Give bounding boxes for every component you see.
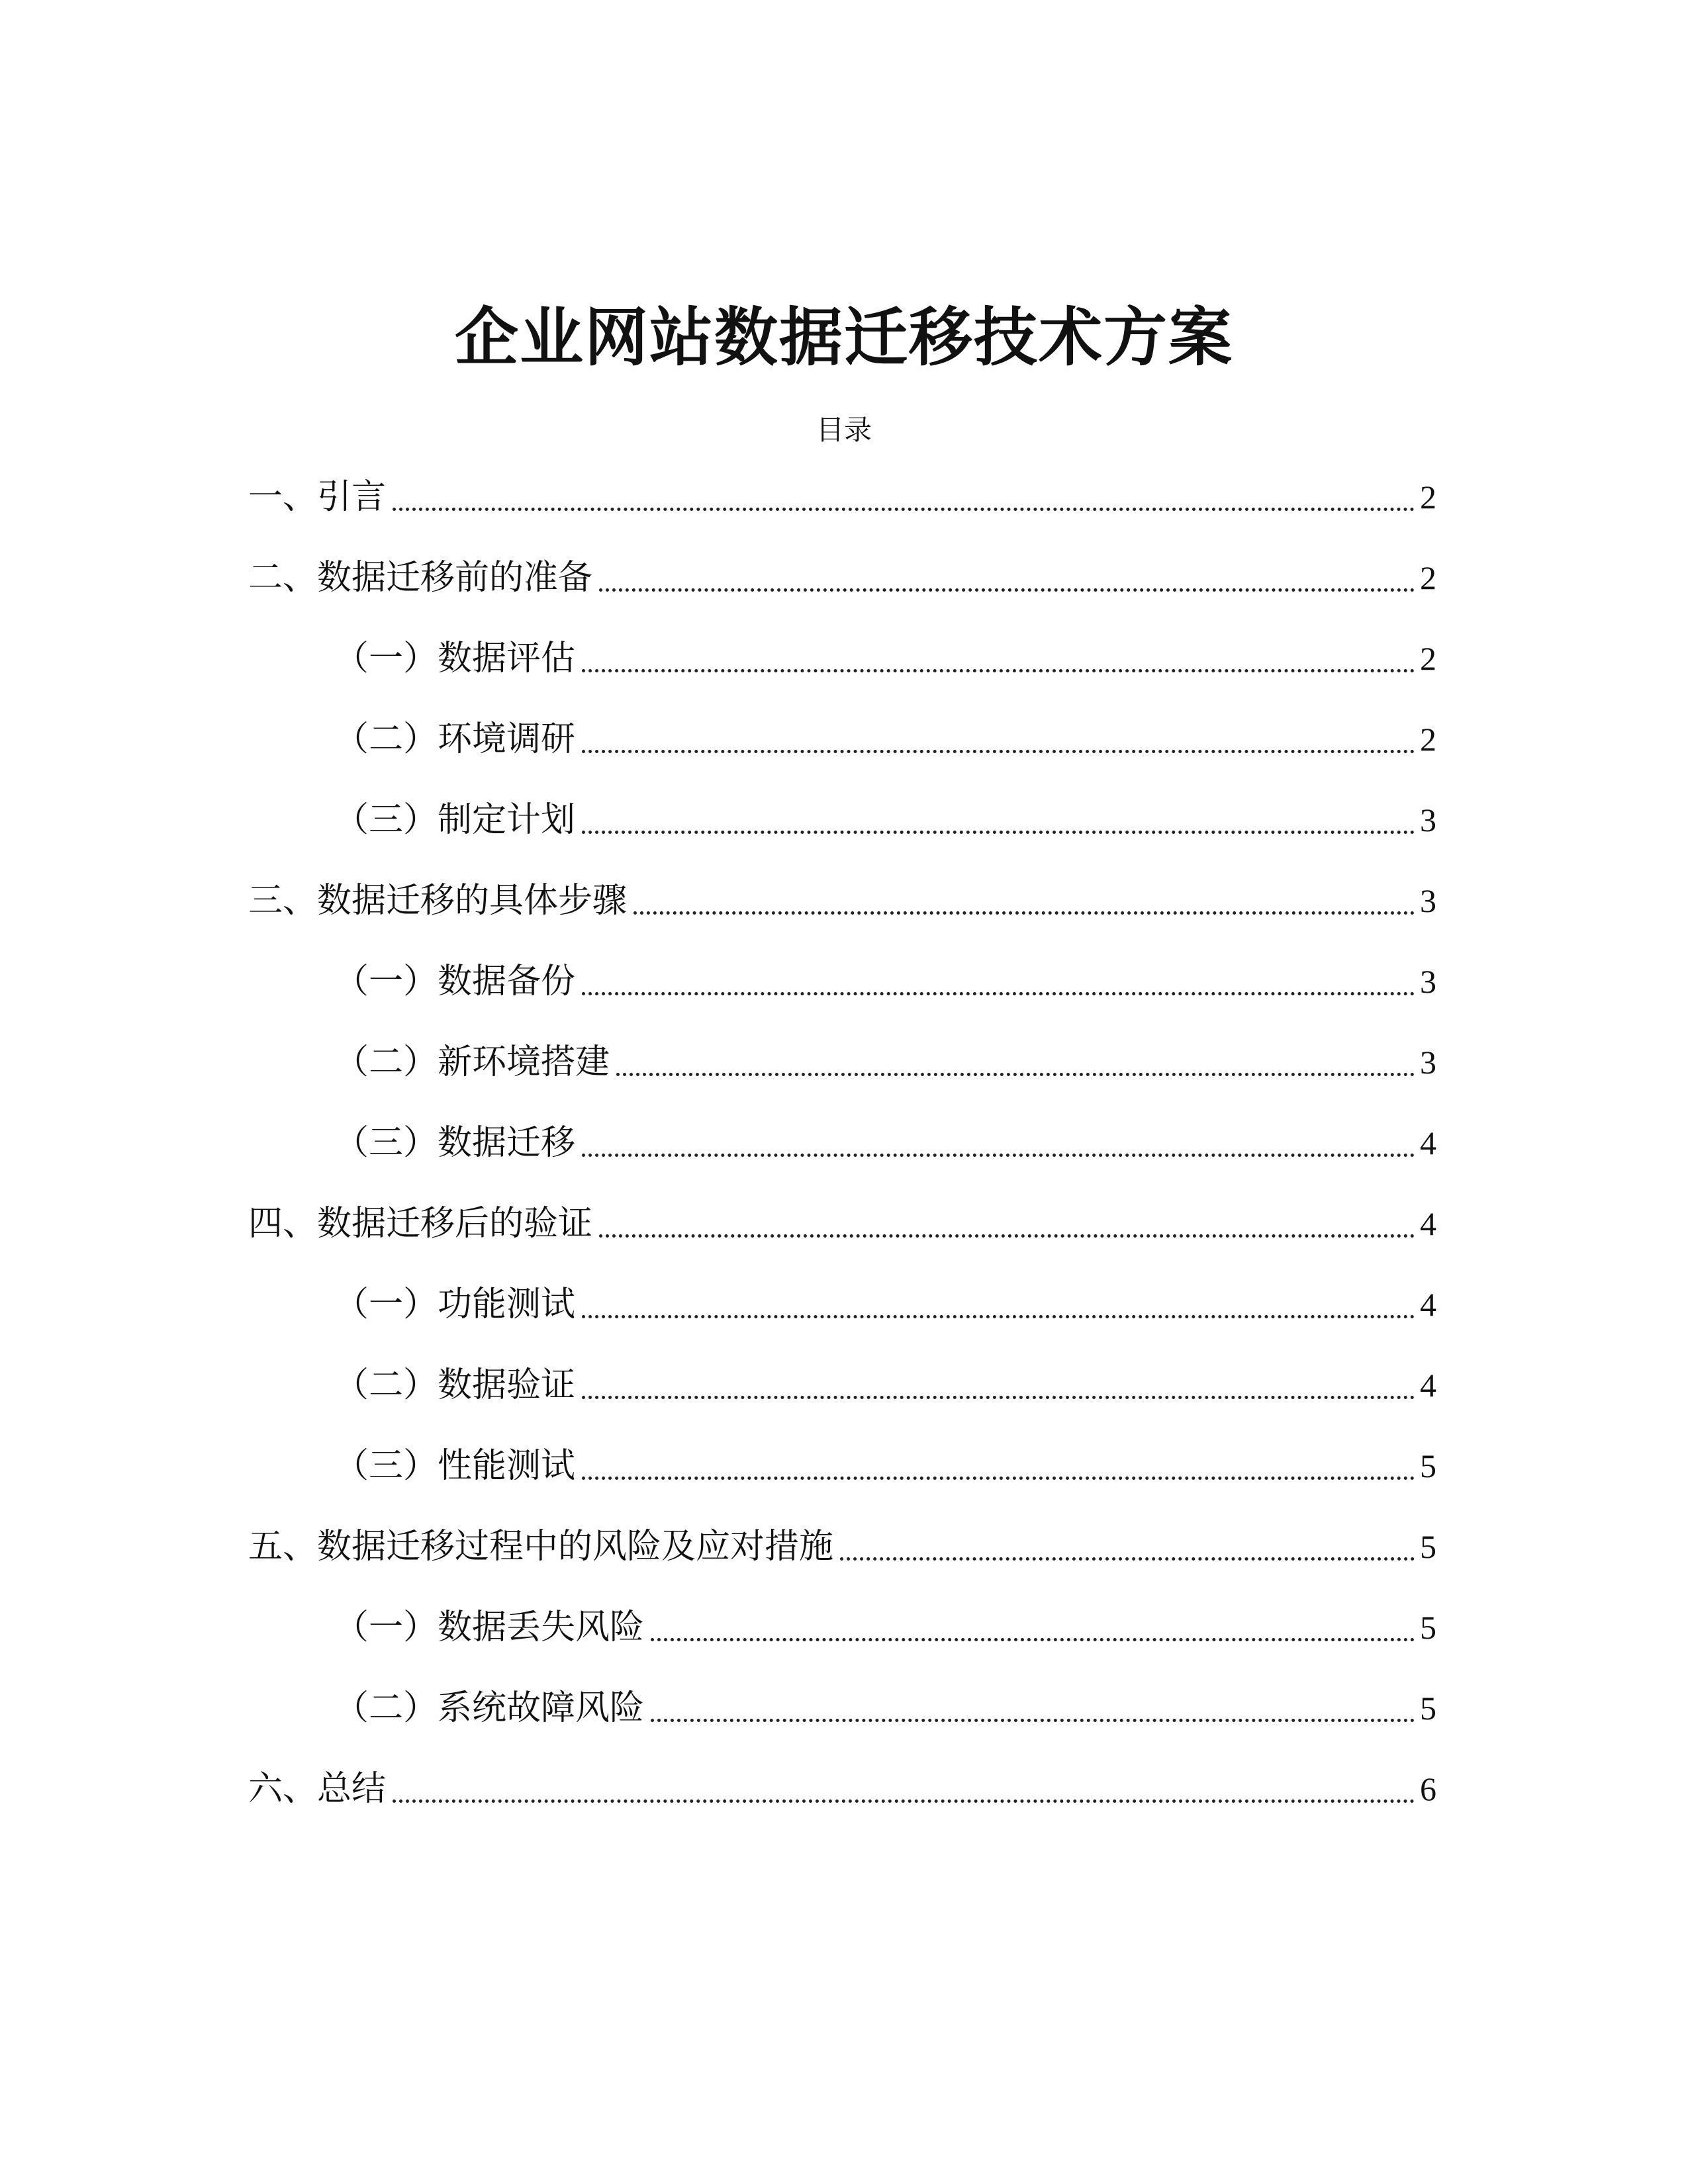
toc-dot-leader bbox=[651, 1685, 1415, 1731]
toc-entry-label: 二、数据迁移前的准备 bbox=[248, 558, 593, 598]
toc-entry-page: 3 bbox=[1420, 801, 1436, 839]
toc-entry-page: 2 bbox=[1420, 640, 1436, 677]
toc-dot-leader bbox=[633, 878, 1415, 924]
toc-dot-leader bbox=[393, 1766, 1415, 1812]
toc-dot-leader bbox=[582, 1120, 1415, 1166]
toc-dot-leader bbox=[840, 1524, 1415, 1570]
toc-entry-label: （三）制定计划 bbox=[334, 800, 576, 840]
toc-entry-label: （三）数据迁移 bbox=[334, 1123, 576, 1163]
toc-entry-page: 4 bbox=[1420, 1367, 1436, 1404]
toc-entry-label: 四、数据迁移后的验证 bbox=[248, 1204, 593, 1244]
toc-entry-label: 六、总结 bbox=[248, 1769, 387, 1809]
toc-entry[interactable] bbox=[248, 1506, 1436, 1587]
toc-subentry[interactable] bbox=[248, 1022, 1436, 1103]
toc-dot-leader bbox=[582, 716, 1415, 762]
toc-dot-leader bbox=[582, 797, 1415, 843]
toc-entry-page: 3 bbox=[1420, 882, 1436, 919]
toc-heading: 目录 bbox=[816, 414, 872, 446]
toc-subentry[interactable] bbox=[248, 1264, 1436, 1345]
toc-subentry[interactable] bbox=[248, 1345, 1436, 1426]
table-of-contents bbox=[248, 457, 1436, 1829]
toc-subentry[interactable] bbox=[248, 618, 1436, 699]
toc-dot-leader bbox=[582, 958, 1415, 1005]
toc-entry[interactable] bbox=[248, 1183, 1436, 1264]
toc-subentry[interactable] bbox=[248, 780, 1436, 860]
toc-dot-leader bbox=[582, 1443, 1415, 1489]
toc-entry-label: （一）数据评估 bbox=[334, 639, 576, 678]
toc-entry-label: （一）数据备份 bbox=[334, 962, 576, 1001]
toc-subentry[interactable] bbox=[248, 1668, 1436, 1749]
toc-dot-leader bbox=[616, 1039, 1415, 1085]
toc-entry-page: 5 bbox=[1420, 1528, 1436, 1565]
toc-entry-label: 三、数据迁移的具体步骤 bbox=[248, 881, 628, 921]
toc-entry-label: （一）功能测试 bbox=[334, 1285, 576, 1324]
toc-entry-label: （二）数据验证 bbox=[334, 1365, 576, 1405]
toc-entry-page: 4 bbox=[1420, 1124, 1436, 1161]
toc-entry-page: 3 bbox=[1420, 1044, 1436, 1081]
toc-dot-leader bbox=[582, 1281, 1415, 1328]
toc-entry-label: 五、数据迁移过程中的风险及应对措施 bbox=[248, 1527, 834, 1567]
toc-entry[interactable] bbox=[248, 457, 1436, 537]
toc-entry-label: （二）系统故障风险 bbox=[334, 1688, 645, 1728]
toc-entry[interactable] bbox=[248, 860, 1436, 941]
toc-entry-page: 3 bbox=[1420, 963, 1436, 1000]
toc-entry-page: 2 bbox=[1420, 559, 1436, 596]
toc-entry-label: （二）新环境搭建 bbox=[334, 1042, 610, 1082]
toc-entry-page: 5 bbox=[1420, 1447, 1436, 1484]
toc-entry-label: （一）数据丢失风险 bbox=[334, 1608, 645, 1647]
toc-entry-page: 5 bbox=[1420, 1609, 1436, 1646]
toc-entry-label: （二）环境调研 bbox=[334, 719, 576, 759]
toc-dot-leader bbox=[582, 635, 1415, 682]
toc-entry-page: 2 bbox=[1420, 721, 1436, 758]
toc-dot-leader bbox=[599, 555, 1415, 601]
toc-entry[interactable] bbox=[248, 1749, 1436, 1829]
toc-subentry[interactable] bbox=[248, 699, 1436, 780]
toc-dot-leader bbox=[599, 1201, 1415, 1247]
toc-dot-leader bbox=[651, 1604, 1415, 1651]
toc-subentry[interactable] bbox=[248, 1426, 1436, 1506]
toc-dot-leader bbox=[393, 474, 1415, 520]
toc-entry-page: 2 bbox=[1420, 478, 1436, 516]
toc-entry-label: （三）性能测试 bbox=[334, 1446, 576, 1486]
toc-entry-page: 4 bbox=[1420, 1205, 1436, 1242]
toc-subentry[interactable] bbox=[248, 1587, 1436, 1668]
toc-entry-page: 6 bbox=[1420, 1770, 1436, 1807]
toc-entry-label: 一、引言 bbox=[248, 477, 387, 517]
toc-dot-leader bbox=[582, 1362, 1415, 1408]
toc-entry-page: 5 bbox=[1420, 1690, 1436, 1727]
document-title: 企业网站数据迁移技术方案 bbox=[455, 300, 1233, 375]
toc-entry[interactable] bbox=[248, 537, 1436, 618]
toc-subentry[interactable] bbox=[248, 941, 1436, 1022]
toc-entry-page: 4 bbox=[1420, 1286, 1436, 1323]
toc-subentry[interactable] bbox=[248, 1103, 1436, 1183]
